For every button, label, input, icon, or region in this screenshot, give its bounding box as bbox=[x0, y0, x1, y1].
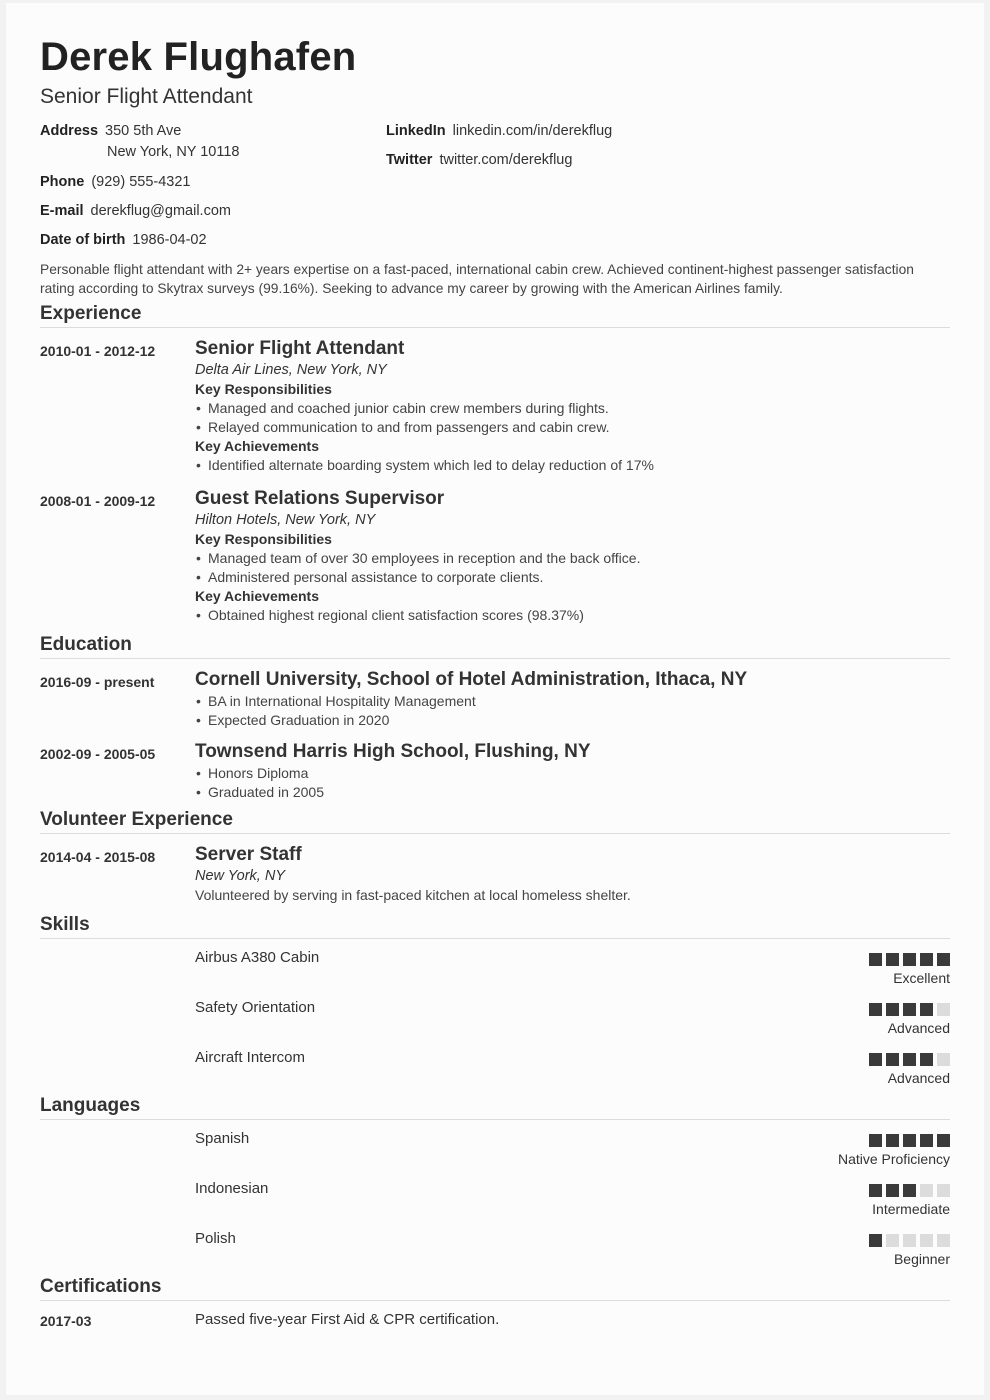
list-item: • Managed team of over 30 employees in reception and the back office. bbox=[195, 549, 950, 568]
list-item: • Honors Diploma bbox=[195, 764, 950, 783]
skill-rating bbox=[869, 1003, 950, 1037]
language-rating bbox=[869, 1184, 950, 1218]
rating-square-filled bbox=[869, 1234, 882, 1247]
list-item: • Obtained highest regional client satisfaction scores (98.37%) bbox=[195, 606, 950, 625]
section-education: Education bbox=[40, 634, 950, 659]
rating-square-filled bbox=[903, 1053, 916, 1066]
rating-square-filled bbox=[903, 953, 916, 966]
education-title: Cornell University, School of Hotel Administration, Ithaca, NY bbox=[195, 669, 748, 690]
rating-dots bbox=[869, 1053, 950, 1066]
rating-square-filled bbox=[937, 1134, 950, 1147]
phone-label: Phone bbox=[40, 174, 85, 190]
rating-label: Advanced bbox=[887, 1020, 950, 1036]
resume-page bbox=[6, 3, 984, 1395]
education-date: 2016-09 - present bbox=[40, 674, 155, 690]
achievements-heading: Key Achievements bbox=[195, 588, 319, 604]
twitter-label: Twitter bbox=[386, 152, 433, 168]
section-volunteer: Volunteer Experience bbox=[40, 809, 950, 834]
section-skills: Skills bbox=[40, 914, 950, 939]
contact-phone bbox=[40, 172, 190, 193]
list-item: • Managed and coached junior cabin crew members during flights. bbox=[195, 399, 950, 418]
email-label: E-mail bbox=[40, 203, 84, 219]
skill-name: Safety Orientation bbox=[195, 999, 316, 1016]
rating-square-filled bbox=[920, 1053, 933, 1066]
volunteer-entry bbox=[195, 843, 950, 905]
volunteer-date: 2014-04 - 2015-08 bbox=[40, 849, 156, 865]
skill-name: Aircraft Intercom bbox=[195, 1049, 306, 1066]
responsibilities-heading: Key Responsibilities bbox=[195, 381, 332, 397]
contact-linkedin bbox=[386, 121, 612, 142]
list-item: • Expected Graduation in 2020 bbox=[195, 711, 950, 730]
responsibilities-list bbox=[195, 399, 950, 437]
list-item: • Identified alternate boarding system which led to delay reduction of 17% bbox=[195, 456, 950, 475]
section-languages: Languages bbox=[40, 1095, 950, 1120]
rating-square-filled bbox=[903, 1003, 916, 1016]
list-item: • Administered personal assistance to corporate clients. bbox=[195, 568, 950, 587]
rating-label: Beginner bbox=[893, 1251, 950, 1267]
experience-date: 2008-01 - 2009-12 bbox=[40, 493, 156, 509]
experience-title: Guest Relations Supervisor bbox=[195, 488, 445, 509]
responsibilities-heading: Key Responsibilities bbox=[195, 531, 332, 547]
contact-twitter bbox=[386, 150, 572, 171]
linkedin-link[interactable]: linkedin.com/in/derekflug bbox=[452, 123, 613, 139]
achievements-list bbox=[195, 456, 950, 475]
rating-dots bbox=[869, 953, 950, 966]
rating-square-filled bbox=[920, 1003, 933, 1016]
education-entry bbox=[195, 668, 950, 730]
experience-entry bbox=[195, 487, 950, 625]
rating-square-filled bbox=[920, 1134, 933, 1147]
volunteer-location: New York, NY bbox=[195, 868, 285, 884]
rating-square-empty bbox=[920, 1234, 933, 1247]
linkedin-label: LinkedIn bbox=[386, 123, 446, 139]
contact-address bbox=[40, 121, 239, 163]
rating-square-filled bbox=[869, 1184, 882, 1197]
education-entry bbox=[195, 740, 950, 802]
rating-square-filled bbox=[937, 953, 950, 966]
experience-date: 2010-01 - 2012-12 bbox=[40, 343, 156, 359]
section-experience: Experience bbox=[40, 303, 950, 328]
language-name: Spanish bbox=[195, 1130, 250, 1147]
profile-summary: Personable flight attendant with 2+ years expertise on a fast-paced, international cabin crew. Achieved continent-highest passenger satisfaction rating according to Skytrax surveys (99.16%). Seeking to advance my career by growing with the American Airlines family. bbox=[40, 262, 914, 296]
rating-square-filled bbox=[886, 1134, 899, 1147]
rating-dots bbox=[869, 1003, 950, 1016]
contact-email bbox=[40, 201, 231, 222]
email-value[interactable]: derekflug@gmail.com bbox=[90, 203, 231, 219]
candidate-name: Derek Flughafen bbox=[40, 35, 357, 79]
rating-dots bbox=[869, 1234, 950, 1247]
volunteer-title: Server Staff bbox=[195, 844, 302, 865]
list-item: • Relayed communication to and from passengers and cabin crew. bbox=[195, 418, 950, 437]
experience-company: Hilton Hotels, New York, NY bbox=[195, 512, 376, 528]
candidate-title: Senior Flight Attendant bbox=[40, 85, 253, 108]
rating-label: Advanced bbox=[887, 1070, 950, 1086]
skill-name: Airbus A380 Cabin bbox=[195, 949, 320, 966]
address-line2: New York, NY 10118 bbox=[107, 144, 240, 160]
language-name: Indonesian bbox=[195, 1180, 269, 1197]
list-item: • BA in International Hospitality Management bbox=[195, 692, 950, 711]
volunteer-description: Volunteered by serving in fast-paced kitchen at local homeless shelter. bbox=[195, 887, 631, 903]
certification-date: 2017-03 bbox=[40, 1313, 92, 1329]
rating-square-empty bbox=[920, 1184, 933, 1197]
list-item: • Graduated in 2005 bbox=[195, 783, 950, 802]
rating-dots bbox=[838, 1134, 950, 1147]
experience-company: Delta Air Lines, New York, NY bbox=[195, 362, 387, 378]
language-name: Polish bbox=[195, 1230, 236, 1247]
language-rating bbox=[838, 1134, 950, 1168]
rating-dots bbox=[869, 1184, 950, 1197]
responsibilities-list bbox=[195, 549, 950, 587]
achievements-list bbox=[195, 606, 950, 625]
rating-square-empty bbox=[903, 1234, 916, 1247]
education-details bbox=[195, 764, 950, 802]
rating-label: Excellent bbox=[893, 970, 950, 986]
education-title: Townsend Harris High School, Flushing, NY bbox=[195, 741, 591, 762]
achievements-heading: Key Achievements bbox=[195, 438, 319, 454]
address-line1: 350 5th Ave bbox=[105, 123, 182, 139]
skill-rating bbox=[869, 953, 950, 987]
rating-square-filled bbox=[886, 1003, 899, 1016]
rating-square-empty bbox=[937, 1184, 950, 1197]
address-label: Address bbox=[40, 123, 99, 139]
experience-title: Senior Flight Attendant bbox=[195, 338, 405, 359]
rating-square-filled bbox=[920, 953, 933, 966]
contact-dob bbox=[40, 230, 207, 251]
rating-square-filled bbox=[869, 1134, 882, 1147]
rating-square-empty bbox=[937, 1003, 950, 1016]
rating-square-filled bbox=[903, 1134, 916, 1147]
certification-text: Passed five-year First Aid & CPR certification. bbox=[195, 1311, 500, 1328]
rating-square-filled bbox=[869, 1053, 882, 1066]
education-date: 2002-09 - 2005-05 bbox=[40, 746, 156, 762]
dob-value: 1986-04-02 bbox=[132, 232, 207, 248]
rating-square-filled bbox=[886, 953, 899, 966]
rating-square-filled bbox=[869, 953, 882, 966]
section-certifications: Certifications bbox=[40, 1276, 950, 1301]
experience-entry bbox=[195, 337, 950, 475]
phone-value: (929) 555-4321 bbox=[91, 174, 191, 190]
rating-label: Intermediate bbox=[872, 1201, 950, 1217]
rating-square-filled bbox=[869, 1003, 882, 1016]
education-details bbox=[195, 692, 950, 730]
rating-square-empty bbox=[937, 1234, 950, 1247]
dob-label: Date of birth bbox=[40, 232, 126, 248]
rating-square-filled bbox=[903, 1184, 916, 1197]
twitter-link[interactable]: twitter.com/derekflug bbox=[439, 152, 573, 168]
language-rating bbox=[869, 1234, 950, 1268]
rating-square-empty bbox=[937, 1053, 950, 1066]
rating-square-filled bbox=[886, 1053, 899, 1066]
rating-square-filled bbox=[886, 1184, 899, 1197]
rating-square-empty bbox=[886, 1234, 899, 1247]
rating-label: Native Proficiency bbox=[837, 1151, 950, 1167]
skill-rating bbox=[869, 1053, 950, 1087]
